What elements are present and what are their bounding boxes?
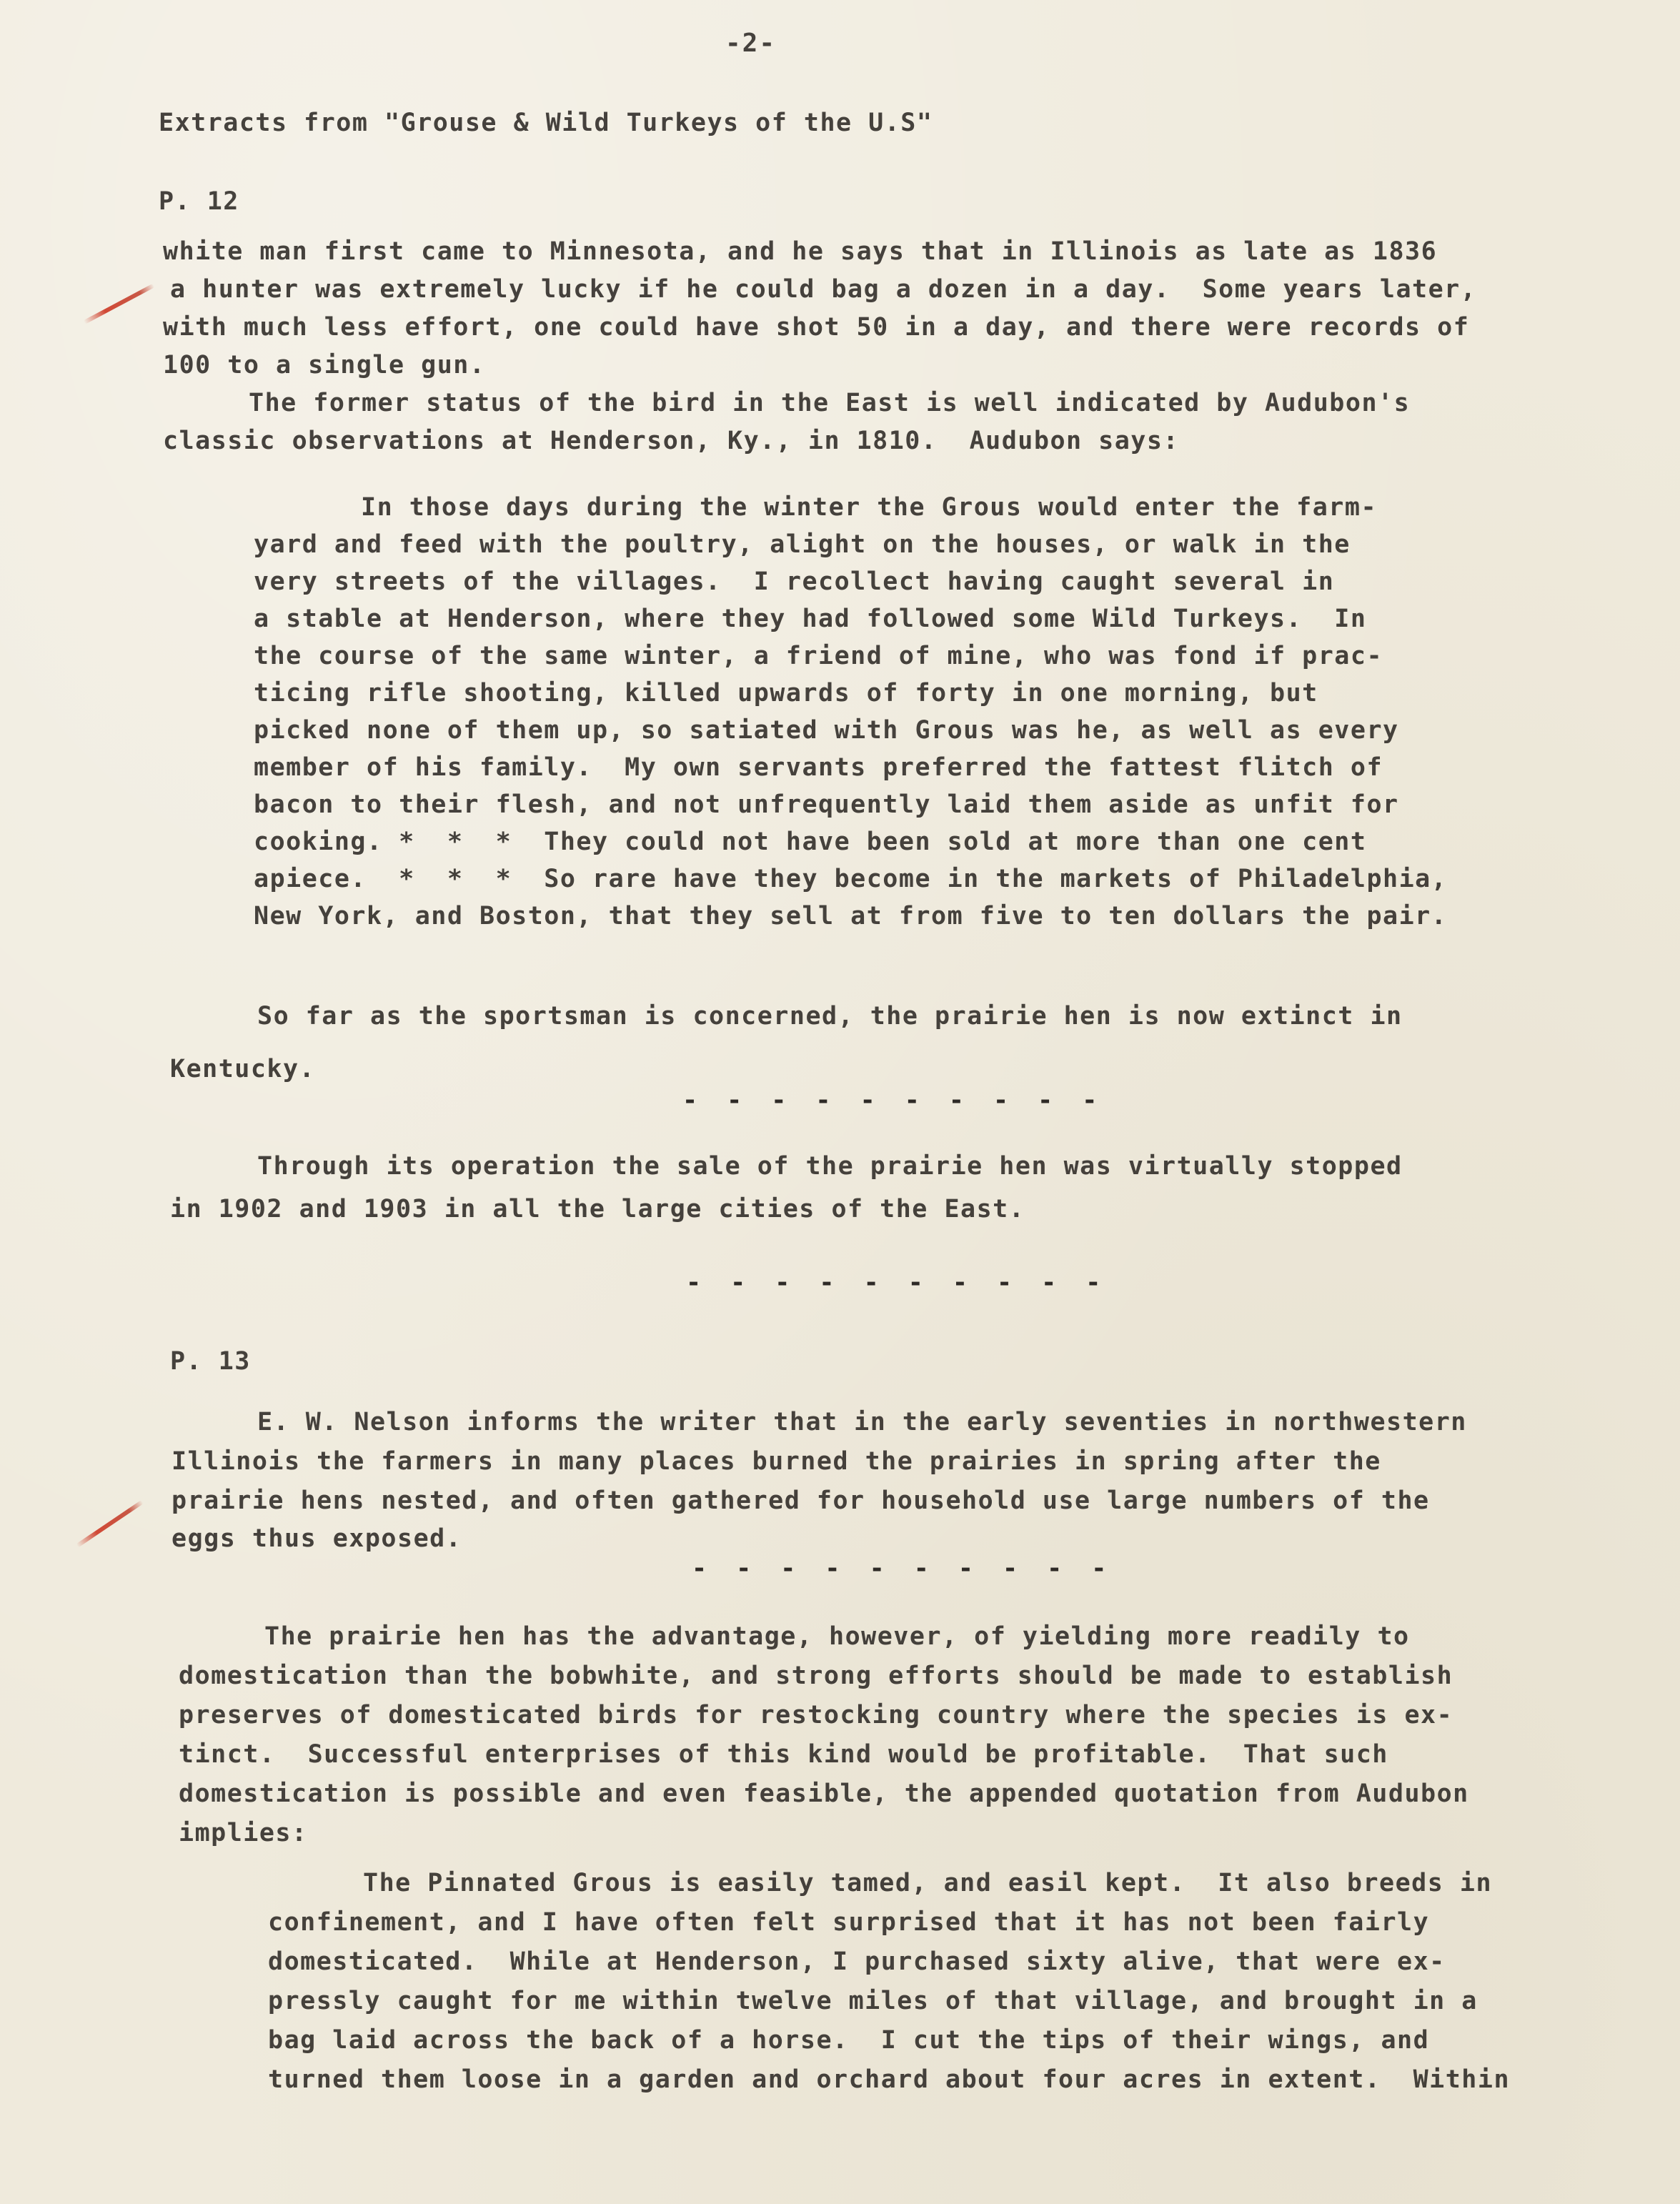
text-line: classic observations at Henderson, Ky., in 1810. Audubon says: (163, 427, 1180, 455)
text-line: in 1902 and 1903 in all the large cities of the East. (170, 1195, 1025, 1223)
text-line: a hunter was extremely lucky if he could bag a dozen in a day. Some years later, (170, 275, 1477, 304)
quote-line: domesticated. While at Henderson, I purchased sixty alive, that were ex- (268, 1947, 1446, 1976)
document-title: Extracts from "Grouse & Wild Turkeys of the U.S" (159, 109, 933, 137)
quote-line: member of his family. My own servants preferred the fattest flitch of (254, 753, 1383, 782)
separator-dashes: - - - - - - - - - - (682, 1086, 1105, 1115)
quote-line: In those days during the winter the Grous would enter the farm- (361, 493, 1378, 522)
text-line: domestication than the bobwhite, and strong efforts should be made to establish (179, 1662, 1453, 1690)
text-line: preserves of domesticated birds for restocking country where the species is ex- (179, 1701, 1453, 1729)
quote-line: ticing rifle shooting, killed upwards of forty in one morning, but (254, 679, 1318, 708)
quote-line: turned them loose in a garden and orchard about four acres in extent. Within (268, 2065, 1511, 2094)
quote-line: bag laid across the back of a horse. I cut the tips of their wings, and (268, 2026, 1430, 2055)
section-label-p12: P. 12 (159, 187, 239, 216)
quote-line: very streets of the villages. I recollect having caught several in (254, 567, 1335, 596)
text-line: prairie hens nested, and often gathered for household use large numbers of the (172, 1486, 1430, 1515)
quote-line: apiece. * * * So rare have they become in the markets of Philadelphia, (254, 865, 1448, 893)
text-line: So far as the sportsman is concerned, the prairie hen is now extinct in (257, 1002, 1403, 1031)
separator-dashes: - - - - - - - - - - (686, 1269, 1108, 1297)
quote-line: The Pinnated Grous is easily tamed, and easil kept. It also breeds in (363, 1869, 1493, 1897)
page-number: -2- (725, 29, 777, 58)
text-line: 100 to a single gun. (163, 351, 486, 379)
text-line: Illinois the farmers in many places burned the prairies in spring after the (172, 1447, 1381, 1476)
quote-line: confinement, and I have often felt surprised that it has not been fairly (268, 1908, 1430, 1937)
quote-line: bacon to their flesh, and not unfrequently laid them aside as unfit for (254, 790, 1399, 819)
quote-line: pressly caught for me within twelve miles of that village, and brought in a (268, 1987, 1478, 2015)
text-line: E. W. Nelson informs the writer that in the early seventies in northwestern (257, 1408, 1467, 1436)
quote-line: cooking. * * * They could not have been sold at more than one cent (254, 828, 1367, 856)
text-line: domestication is possible and even feasible, the appended quotation from Audubon (179, 1779, 1469, 1808)
quote-line: yard and feed with the poultry, alight on the houses, or walk in the (254, 530, 1351, 559)
quote-line: the course of the same winter, a friend of mine, who was fond if prac- (254, 642, 1383, 670)
text-line: white man first came to Minnesota, and he says that in Illinois as late as 1836 (163, 237, 1438, 266)
section-label-p13: P. 13 (170, 1347, 251, 1376)
quote-line: a stable at Henderson, where they had followed some Wild Turkeys. In (254, 605, 1367, 633)
text-line: eggs thus exposed. (172, 1524, 462, 1553)
text-line: with much less effort, one could have shot 50 in a day, and there were records of (163, 313, 1470, 342)
separator-dashes: - - - - - - - - - - (692, 1554, 1114, 1583)
text-line: The prairie hen has the advantage, however, of yielding more readily to (264, 1622, 1410, 1651)
quote-line: picked none of them up, so satiated with Grous was he, as well as every (254, 716, 1399, 745)
text-line: tinct. Successful enterprises of this kind would be profitable. That such (179, 1740, 1388, 1769)
text-line: Through its operation the sale of the prairie hen was virtually stopped (257, 1152, 1403, 1181)
quote-line: New York, and Boston, that they sell at from five to ten dollars the pair. (254, 902, 1448, 930)
text-line: implies: (179, 1819, 308, 1847)
text-line: The former status of the bird in the East is well indicated by Audubon's (249, 389, 1411, 417)
text-line: Kentucky. (170, 1055, 316, 1083)
